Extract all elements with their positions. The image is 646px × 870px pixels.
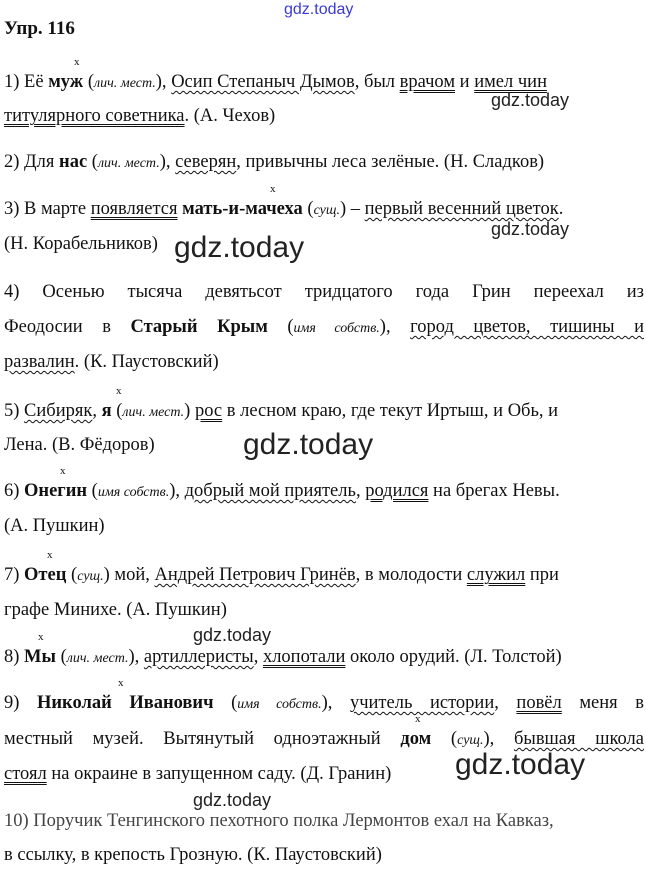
subject: Мы <box>24 647 56 667</box>
subject: Онегин <box>24 481 88 501</box>
sentence-1-line-1: 1) Её муж (лич. мест.), Осип Степаныч Дымов, был врачом и имел чин <box>4 72 547 92</box>
sentence-10-line-1: 10) Поручик Тенгинского пехотного полка Лермонтов ехал на Кавказ, <box>4 811 554 831</box>
sentence-1-line-2: титулярного советника. (А. Чехов) <box>4 106 276 126</box>
sentence-9-line-1: 9) Николай Иванович (имя собств.), учитель истории, повёл меня в <box>4 693 644 713</box>
subject-mark: x <box>415 713 421 725</box>
sentence-3-line-2: (Н. Корабельников) <box>4 234 158 254</box>
appositive: первый весенний цветок <box>364 199 559 219</box>
appositive: Андрей Петрович Гринёв <box>154 565 356 585</box>
sentence-4-line-1: 4) Осенью тысяча девятьсот тридцатого года Грин переехал из <box>4 282 644 302</box>
subject-mark: x <box>38 631 44 643</box>
watermark: gdz.today <box>491 219 570 239</box>
subject: Отец <box>24 565 67 585</box>
subject: я <box>101 401 112 421</box>
appositive: северян <box>175 152 237 172</box>
watermark: gdz.today <box>193 625 272 645</box>
subject-mark: x <box>118 677 124 689</box>
sentence-3-line-1: 3) В марте появляется мать-и-мачеха (сущ.) – первый весенний цветок. <box>4 199 564 219</box>
sentence-7-line-2: графе Минихе. (А. Пушкин) <box>4 600 227 620</box>
appositive: Осип Степаныч Дымов <box>171 72 355 92</box>
appositive: артиллеристы <box>143 647 254 667</box>
sentence-5-line-1: 5) Сибиряк, я (лич. мест.) рос в лесном краю, где текут Иртыш, и Обь, и <box>4 401 559 421</box>
sentence-4-line-3: развалин. (К. Паустовский) <box>4 352 219 372</box>
sentence-10-line-2: в ссылку, в крепость Грозную. (К. Паустовский) <box>4 845 382 865</box>
appositive: учитель истории <box>349 693 495 713</box>
watermark: gdz.today <box>193 790 272 810</box>
watermark-top: gdz.today <box>284 1 354 18</box>
sentence-6-line-2: (А. Пушкин) <box>4 516 105 536</box>
subject: мать-и-мачеха <box>182 199 303 219</box>
sentence-7-line-1: 7) Отец (сущ.) мой, Андрей Петрович Гринёв, в молодости служил при <box>4 565 559 585</box>
sentence-8: 8) Мы (лич. мест.), артиллеристы, хлопотали около орудий. (Л. Толстой) <box>4 647 562 667</box>
watermark: gdz.today <box>243 428 374 461</box>
subject-mark: x <box>74 56 80 68</box>
subject: дом <box>400 729 432 749</box>
subject-mark: x <box>47 549 53 561</box>
watermark: gdz.today <box>491 90 570 110</box>
subject-mark: x <box>116 385 122 397</box>
sentence-6-line-1: 6) Онегин (имя собств.), добрый мой приятель, родился на брегах Невы. <box>4 481 560 501</box>
subject-mark: x <box>270 183 276 195</box>
watermark: gdz.today <box>174 231 305 264</box>
sentence-5-line-2: Лена. (В. Фёдоров) <box>4 435 155 455</box>
subject-mark: x <box>60 465 66 477</box>
watermark: gdz.today <box>455 748 586 781</box>
sentence-2: 2) Для нас (лич. мест.), северян, привычны леса зелёные. (Н. Сладков) <box>4 152 545 172</box>
appositive: город цветов, тишины и <box>410 317 644 337</box>
sentence-9-line-2: местный музей. Вытянутый одноэтажный дом (сущ.), бывшая школа <box>4 729 644 749</box>
sentence-9-line-3: стоял на окраине в запущенном саду. (Д. Гранин) <box>4 764 392 784</box>
subject: муж <box>48 72 84 92</box>
sentence-4-line-2: Феодосии в Старый Крым (имя собств.), город цветов, тишины и <box>4 317 644 337</box>
appositive: Сибиряк <box>24 401 93 421</box>
subject: Николай Иванович <box>37 693 214 713</box>
exercise-title: Упр. 116 <box>4 18 75 39</box>
appositive: добрый мой приятель <box>184 481 356 501</box>
appositive: бывшая школа <box>513 729 644 749</box>
